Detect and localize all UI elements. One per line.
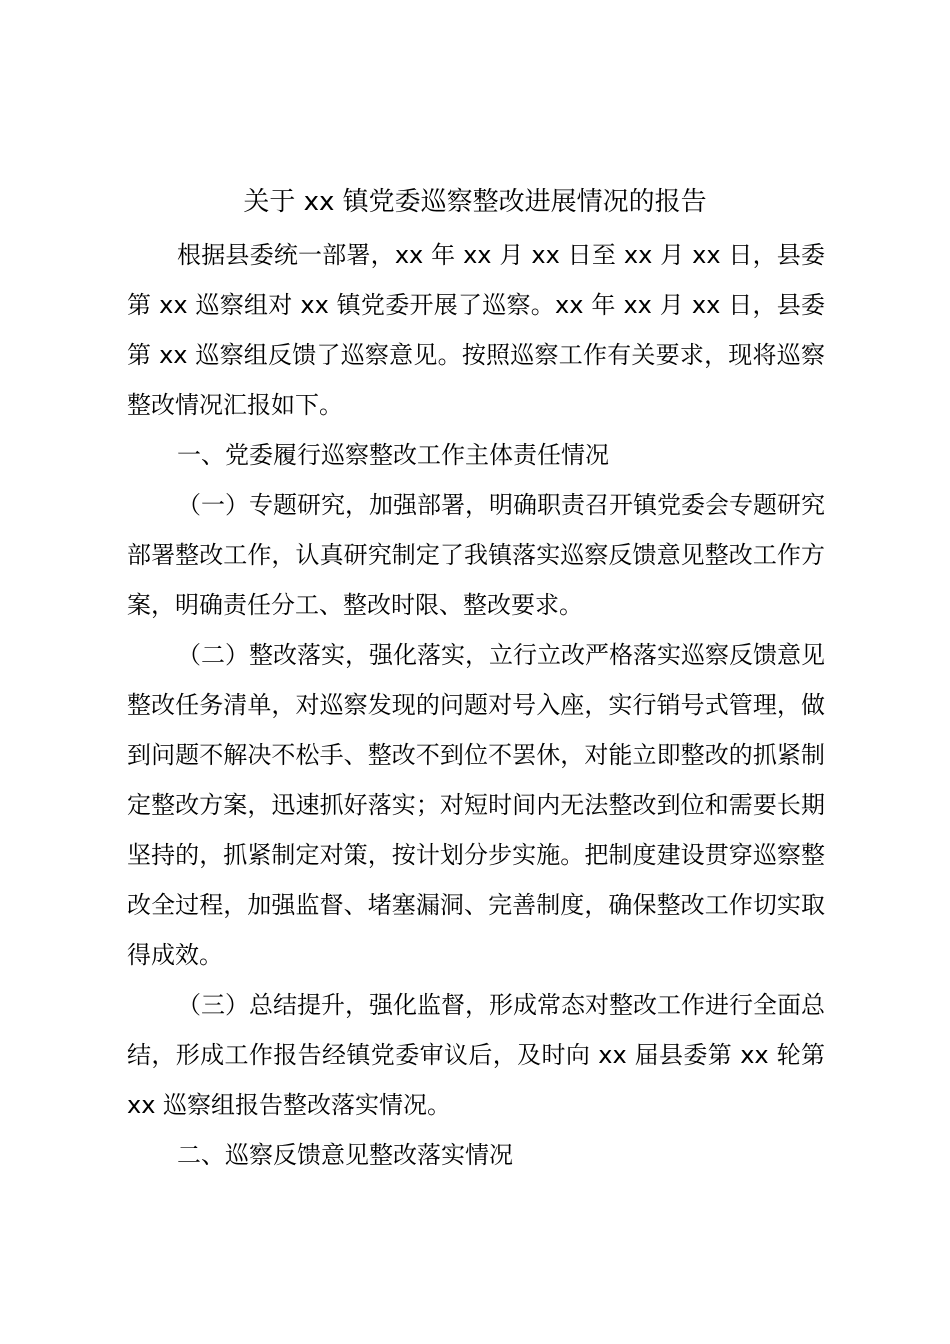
section-heading-1: 一、党委履行巡察整改工作主体责任情况 — [177, 441, 609, 469]
subsection-paragraph-1: （一）专题研究，加强部署，明确职责召开镇党委会专题研究部署整改工作，认真研究制定了我镇落实巡察反馈意见整改工作方案，明确责任分工、整改时限、整改要求。 — [127, 491, 825, 619]
subsection-paragraph-2: （二）整改落实，强化落实，立行立改严格落实巡察反馈意见整改任务清单，对巡察发现的问题对号入座，实行销号式管理，做到问题不解决不松手、整改不到位不罢休，对能立即整改的抓紧制定整改方案，迅速抓好落实；对短时间内无法整改到位和需要长期坚持的，抓紧制定对策，按计划分步实施。把制度建设贯穿巡察整改全过程，加强监督、堵塞漏洞、完善制度，确保整改工作切实取得成效。 — [127, 641, 825, 969]
intro-paragraph: 根据县委统一部署，xx 年 xx 月 xx 日至 xx 月 xx 日，县委第 xx 巡察组对 xx 镇党委开展了巡察。xx 年 xx 月 xx 日，县委第 xx 巡察组反馈了巡察意见。按照巡察工作有关要求，现将巡察整改情况汇报如下。 — [127, 241, 825, 419]
section-heading-2: 二、巡察反馈意见整改落实情况 — [177, 1141, 513, 1169]
document-title: 关于 xx 镇党委巡察整改进展情况的报告 — [243, 187, 707, 217]
subsection-paragraph-3: （三）总结提升，强化监督，形成常态对整改工作进行全面总结，形成工作报告经镇党委审议后，及时向 xx 届县委第 xx 轮第 xx 巡察组报告整改落实情况。 — [127, 991, 825, 1119]
